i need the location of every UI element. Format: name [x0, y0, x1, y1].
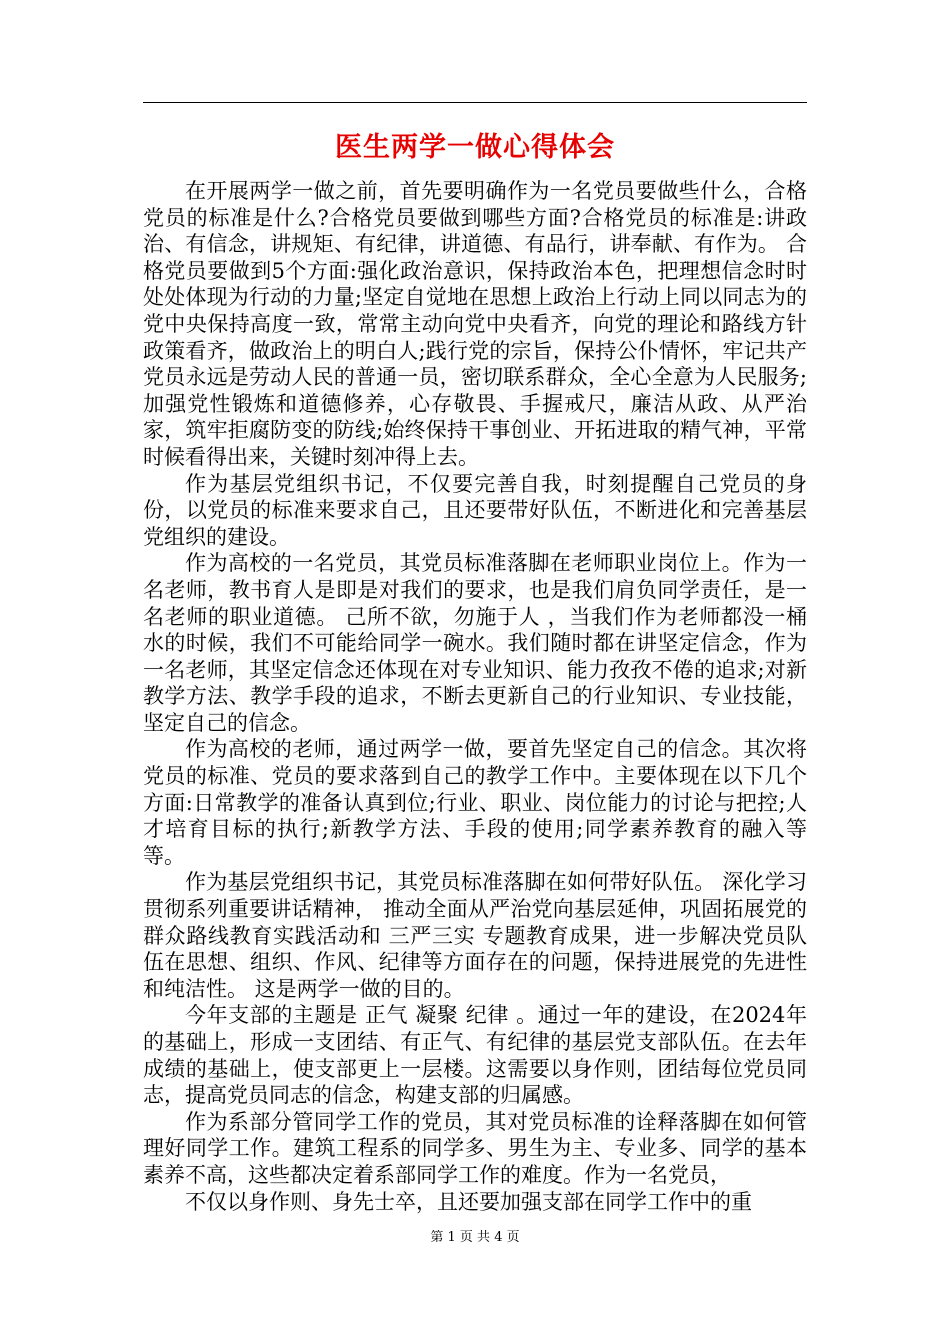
paragraph-4: 作为高校的老师，通过两学一做，要首先坚定自己的信念。其次将党员的标准、党员的要求落到自己的教学工作中。主要体现在以下几个方面:日常教学的准备认真到位;行业、职业、岗位能力的讨论与把控;人才培育目标的执行;新教学方法、手段的使用;同学素养教育的融入等等。 — [143, 737, 807, 868]
paragraph-1: 在开展两学一做之前，首先要明确作为一名党员要做些什么，合格党员的标准是什么?合格党员要做到哪些方面?合格党员的标准是:讲政治、有信念，讲规矩、有纪律，讲道德、有品行，讲奉献、有作为。 合格党员要做到5个方面:强化政治意识，保持政治本色，把理想信念时时处处体现为行动的力量;坚定自觉地在思想上政治上行动上同以同志为的党中央保持高度一致，常常主动向党中央看齐，向党的理论和路线方针政策看齐，做政治上的明白人;践行党的宗旨，保持公仆情怀，牢记共产党员永远是劳动人民的普通一员，密切联系群众，全心全意为人民服务;加强党性锻炼和道德修养，心存敬畏、手握戒尺，廉洁从政、从严治家，筑牢拒腐防变的防线;始终保持干事创业、开拓进取的精气神，平常时候看得出来，关键时刻冲得上去。 — [143, 179, 807, 469]
header-rule — [143, 102, 807, 103]
paragraph-5: 作为基层党组织书记，其党员标准落脚在如何带好队伍。 深化学习贯彻系列重要讲话精神， 推动全面从严治党向基层延伸，巩固拓展党的群众路线教育实践活动和 三严三实 专题教育成果，进一步解决党员队伍在思想、组织、作风、纪律等方面存在的问题，保持进展党的先进性和纯洁性。 这是两学一做的目的。 — [143, 870, 807, 1001]
paragraph-6: 今年支部的主题是 正气 凝聚 纪律 。通过一年的建设，在2024年的基础上，形成一支团结、有正气、有纪律的基层党支部队伍。在去年成绩的基础上，使支部更上一层楼。这需要以身作则，团结每位党员同志，提高党员同志的信念，构建支部的归属感。 — [143, 1003, 807, 1108]
paragraph-3: 作为高校的一名党员，其党员标准落脚在老师职业岗位上。作为一名老师，教书育人是即是对我们的要求，也是我们肩负同学责任，是一名老师的职业道德。 己所不欲，勿施于人 ，当我们作为老师都没一桶水的时候，我们不可能给同学一碗水。我们随时都在讲坚定信念，作为一名老师，其坚定信念还体现在对专业知识、能力孜孜不倦的追求;对新教学方法、教学手段的追求，不断去更新自己的行业知识、专业技能，坚定自己的信念。 — [143, 551, 807, 735]
paragraph-2: 作为基层党组织书记，不仅要完善自我，时刻提醒自己党员的身份，以党员的标准来要求自己，且还要带好队伍，不断进化和完善基层党组织的建设。 — [143, 471, 807, 549]
paragraph-8: 不仅以身作则、身先士卒，且还要加强支部在同学工作中的重 — [185, 1189, 752, 1214]
paragraph-7: 作为系部分管同学工作的党员，其对党员标准的诠释落脚在如何管理好同学工作。建筑工程系的同学多、男生为主、专业多、同学的基本素养不高，这些都决定着系部同学工作的难度。作为一名党员， — [143, 1109, 807, 1187]
document-title: 医生两学一做心得体会 — [335, 132, 615, 163]
page-footer: 第 1 页 共 4 页 — [430, 1230, 520, 1245]
document-body — [143, 178, 807, 1215]
